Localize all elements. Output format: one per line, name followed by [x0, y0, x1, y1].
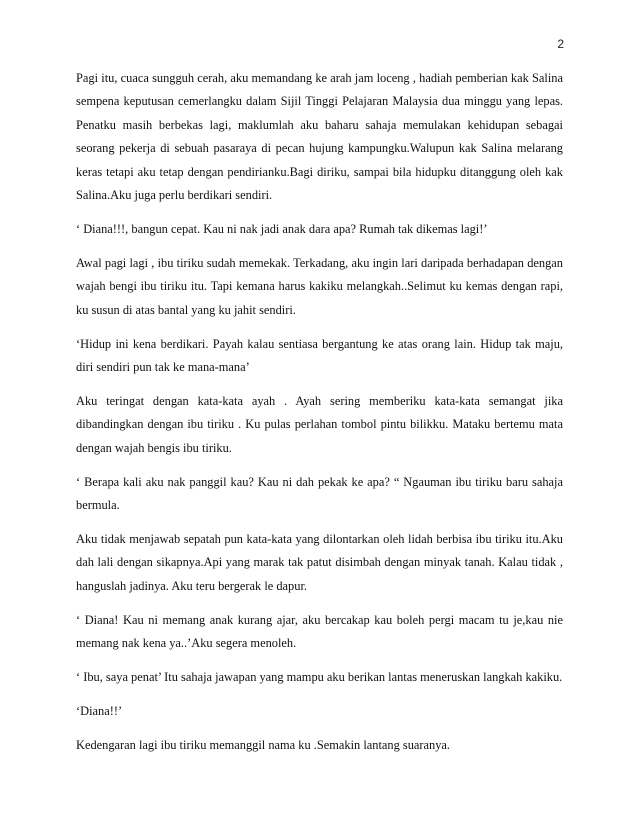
- paragraph: Awal pagi lagi , ibu tiriku sudah memekak. Terkadang, aku ingin lari daripada berhadapan dengan wajah bengi ibu tiriku itu. Tapi kemana harus kakiku melangkah..Selimut ku kemas dengan rapi, ku susun di atas bantal yang ku jahit sendiri.: [76, 255, 563, 317]
- paragraph: ‘Hidup ini kena berdikari. Payah kalau sentiasa bergantung ke atas orang lain. Hidup tak maju, diri sendiri pun tak ke mana-mana’: [76, 336, 563, 374]
- paragraph: Aku teringat dengan kata-kata ayah . Ayah sering memberiku kata-kata semangat jika dibandingkan dengan ibu tiriku . Ku pulas perlahan tombol pintu bilikku. Mataku bertemu mata dengan wajah bengis ibu tiriku.: [76, 393, 563, 455]
- paragraph: ‘ Diana!!!, bangun cepat. Kau ni nak jadi anak dara apa? Rumah tak dikemas lagi!’: [76, 221, 488, 236]
- paragraph: Aku tidak menjawab sepatah pun kata-kata yang dilontarkan oleh lidah berbisa ibu tiriku itu.Aku dah lali dengan sikapnya.Api yang marak tak patut disimbah dengan minyak tanah. Kalau tidak , hanguslah jadinya. Aku teru bergerak le dapur.: [76, 531, 563, 593]
- paragraph: ‘Diana!!’: [76, 703, 123, 718]
- paragraph: Kedengaran lagi ibu tiriku memanggil nama ku .Semakin lantang suaranya.: [76, 737, 451, 752]
- page-number: 2: [557, 37, 564, 51]
- paragraph: ‘ Ibu, saya penat’ Itu sahaja jawapan yang mampu aku berikan lantas meneruskan langkah kakiku.: [76, 669, 563, 684]
- paragraph: Pagi itu, cuaca sungguh cerah, aku memandang ke arah jam loceng , hadiah pemberian kak Salina sempena keputusan cemerlangku dalam Sijil Tinggi Pelajaran Malaysia dua minggu yang lepas. Penatku masih berbekas lagi, maklumlah aku baharu sahaja memulakan kehidupan sebagai seorang pekerja di sebuah pasaraya di pecan hujung kampungku.Walupun kak Salina melarang keras tetapi aku tetap dengan pendirianku.Bagi diriku, sampai bila hidupku ditanggung oleh kak Salina.Aku juga perlu berdikari sendiri.: [76, 71, 563, 203]
- paragraph: ‘ Diana! Kau ni memang anak kurang ajar, aku bercakap kau boleh pergi macam tu je,kau nie memang nak kena ya..’Aku segera menoleh.: [76, 612, 563, 651]
- document-body: [76, 67, 563, 768]
- paragraph: ‘ Berapa kali aku nak panggil kau? Kau ni dah pekak ke apa? “ Ngauman ibu tiriku baru sahaja bermula.: [76, 474, 563, 512]
